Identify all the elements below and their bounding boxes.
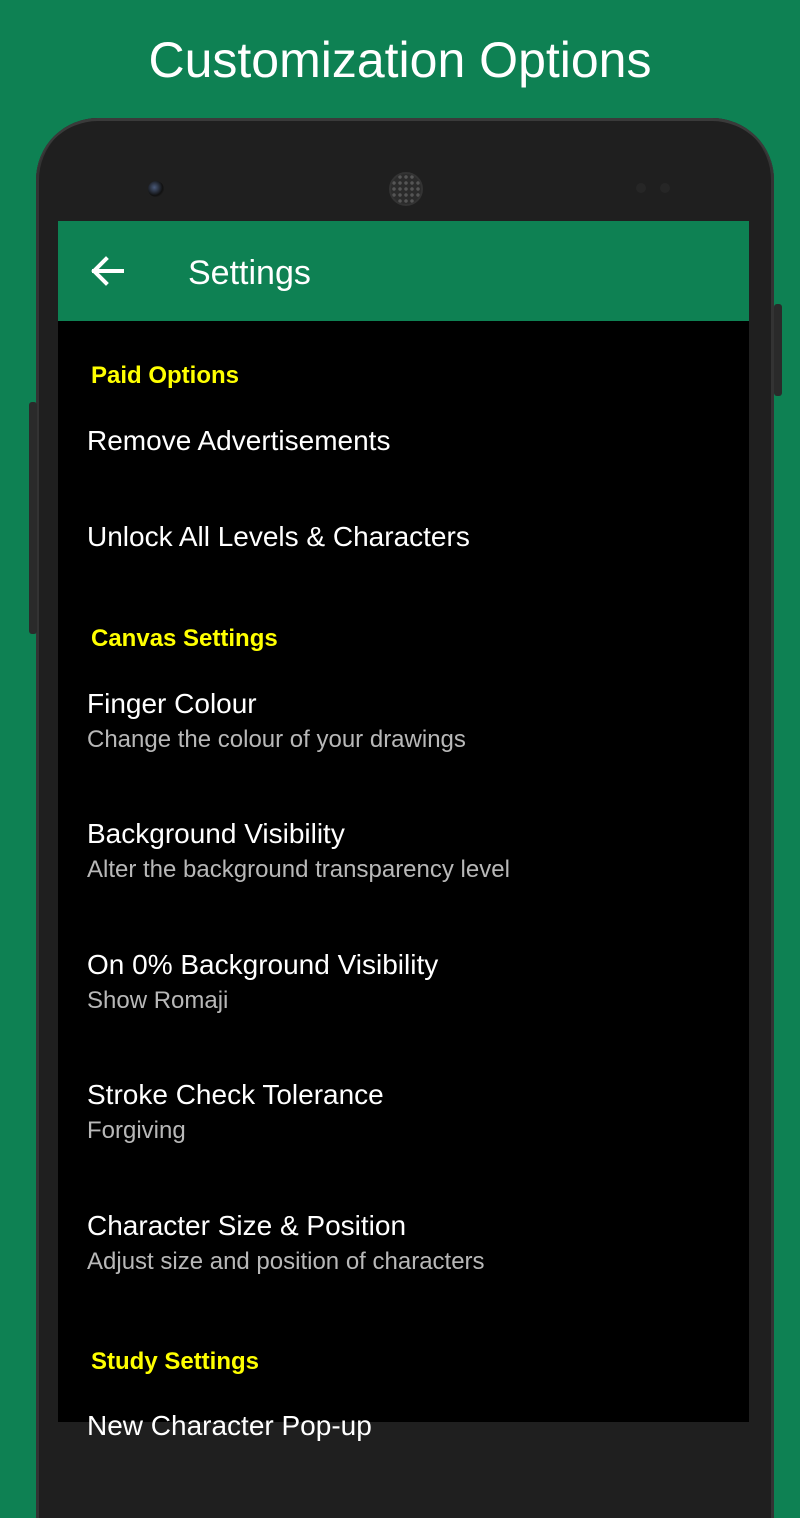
pref-title: New Character Pop-up	[87, 1410, 372, 1441]
pref-summary: Adjust size and position of characters	[87, 1248, 485, 1275]
phone-screen	[58, 221, 749, 1441]
earpiece-speaker	[389, 172, 423, 206]
arrow-left-icon[interactable]	[88, 251, 128, 291]
section-header-paid-options: Paid Options	[91, 362, 240, 389]
promo-title: Customization Options	[148, 32, 652, 88]
phone-power-button	[774, 304, 782, 396]
pref-title: Character Size & Position	[87, 1210, 407, 1241]
phone-volume-button	[29, 402, 37, 634]
pref-stroke-check-tolerance[interactable]	[58, 1078, 749, 1178]
proximity-sensor	[636, 183, 646, 193]
pref-character-size-position[interactable]	[58, 1209, 749, 1309]
light-sensor	[660, 183, 670, 193]
pref-title: Stroke Check Tolerance	[87, 1079, 384, 1110]
pref-title: Unlock All Levels & Characters	[87, 521, 470, 552]
pref-zero-background-visibility[interactable]	[58, 948, 749, 1048]
pref-title: Background Visibility	[87, 818, 345, 849]
pref-unlock-all-levels[interactable]	[58, 520, 749, 600]
pref-title: On 0% Background Visibility	[87, 949, 439, 980]
page-title: Settings	[188, 254, 311, 292]
pref-background-visibility[interactable]	[58, 817, 749, 917]
pref-summary: Show Romaji	[87, 987, 229, 1014]
pref-title: Finger Colour	[87, 688, 257, 719]
section-header-study-settings: Study Settings	[91, 1348, 260, 1375]
pref-title: Remove Advertisements	[87, 425, 391, 456]
pref-new-character-popup[interactable]	[58, 1409, 749, 1489]
app-bar	[58, 221, 749, 321]
pref-summary: Change the colour of your drawings	[87, 726, 466, 753]
section-header-canvas-settings: Canvas Settings	[91, 625, 278, 652]
pref-summary: Alter the background transparency level	[87, 856, 510, 883]
pref-summary: Forgiving	[87, 1117, 186, 1144]
pref-finger-colour[interactable]	[58, 687, 749, 787]
front-camera	[148, 181, 164, 197]
pref-remove-advertisements[interactable]	[58, 424, 749, 504]
